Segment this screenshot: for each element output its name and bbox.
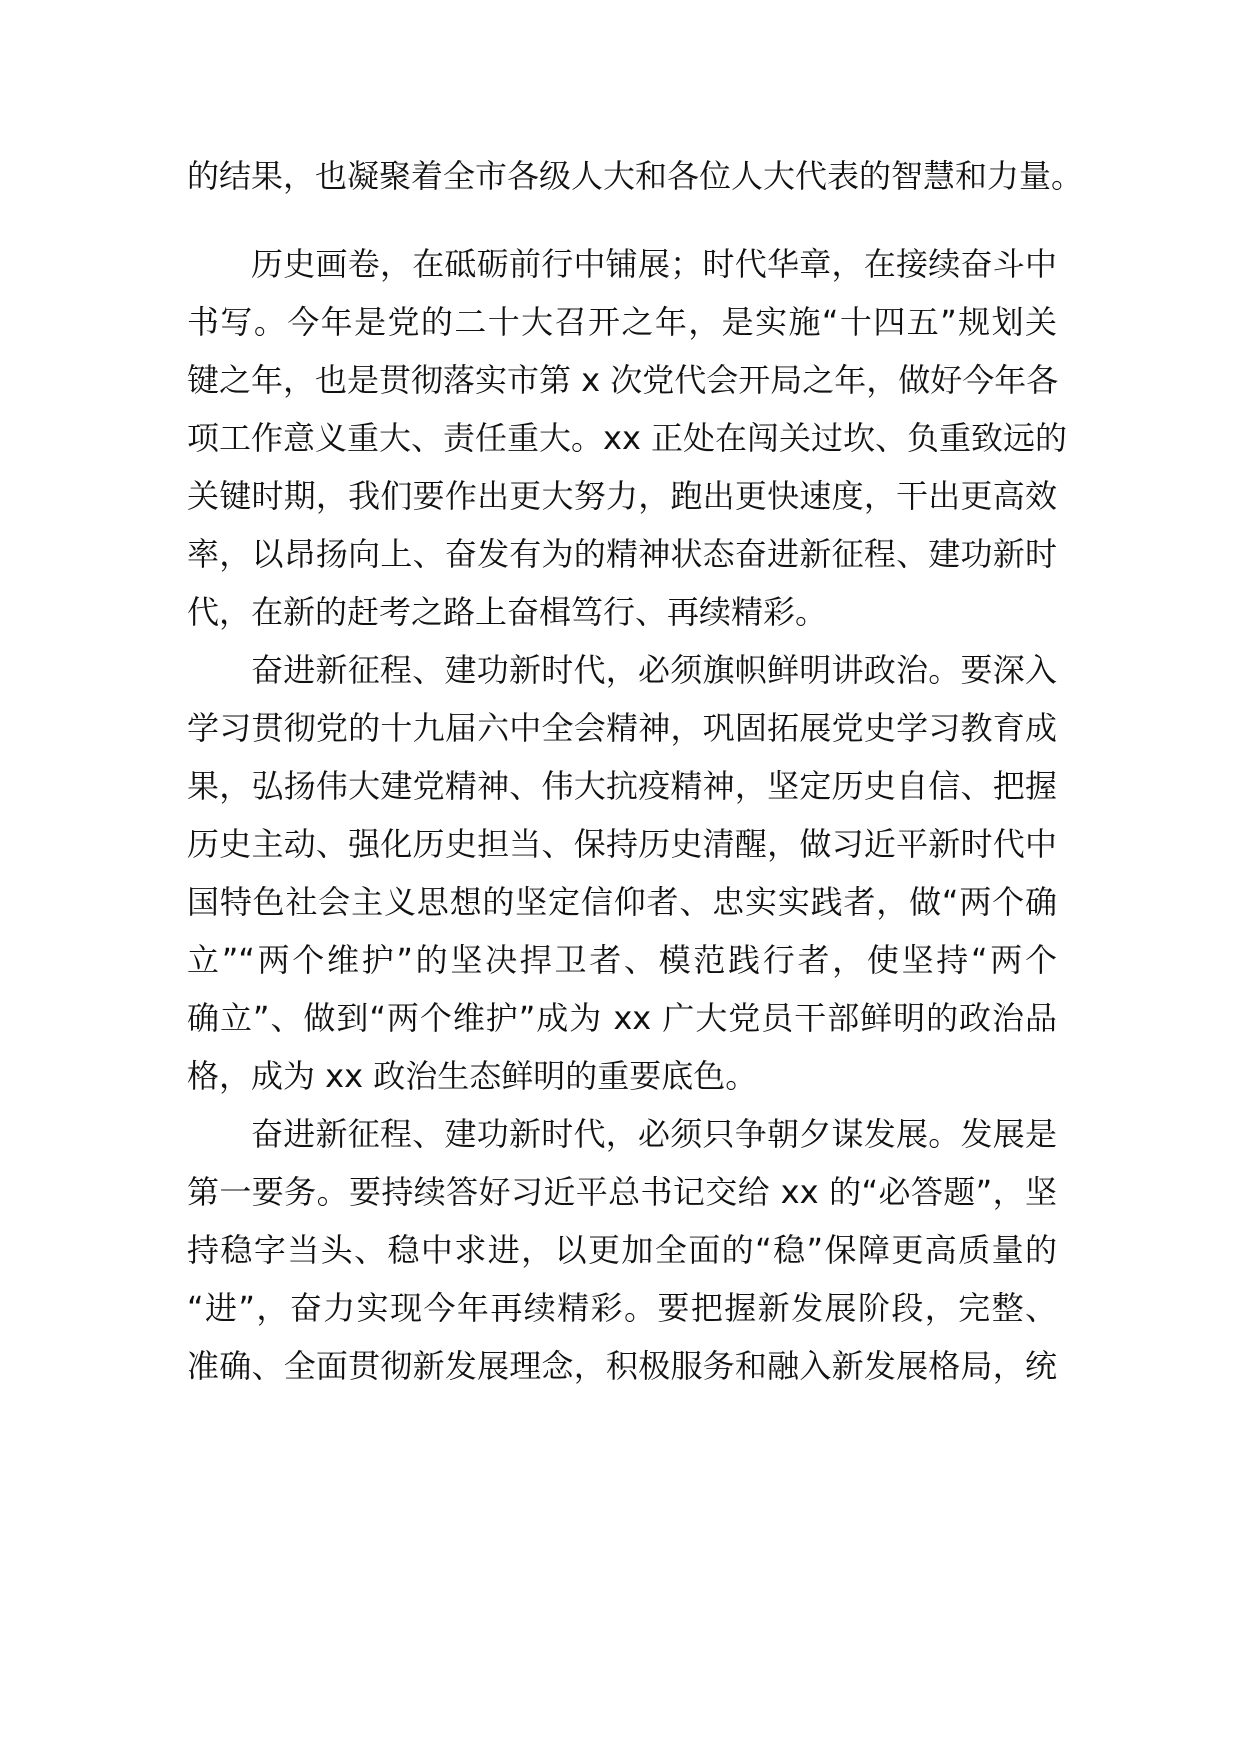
text-line: 率，以昂扬向上、奋发有为的精神状态奋进新征程、建功新时 xyxy=(187,535,1057,573)
text-line: 学习贯彻党的十九届六中全会精神，巩固拓展党史学习教育成 xyxy=(187,709,1057,747)
text-line: 历史主动、强化历史担当、保持历史清醒，做习近平新时代中 xyxy=(187,825,1057,863)
text-line: “进”，奋力实现今年再续精彩。要把握新发展阶段，完整、 xyxy=(187,1289,1057,1327)
text-line: 的结果，也凝聚着全市各级人大和各位人大代表的智慧和力量。 xyxy=(187,157,1084,195)
text-line: 果，弘扬伟大建党精神、伟大抗疫精神，坚定历史自信、把握 xyxy=(187,767,1057,805)
text-line: 奋进新征程、建功新时代，必须旗帜鲜明讲政治。要深入 xyxy=(251,651,1057,689)
text-line: 关键时期，我们要作出更大努力，跑出更快速度，干出更高效 xyxy=(187,477,1057,515)
text-line: 键之年，也是贯彻落实市第 x 次党代会开局之年，做好今年各 xyxy=(187,361,1059,399)
text-line: 持稳字当头、稳中求进，以更加全面的“稳”保障更高质量的 xyxy=(187,1231,1057,1269)
text-line: 历史画卷，在砥砺前行中铺展；时代华章，在接续奋斗中 xyxy=(251,245,1057,283)
text-line: 格，成为 xx 政治生态鲜明的重要底色。 xyxy=(187,1057,758,1095)
text-line: 第一要务。要持续答好习近平总书记交给 xx 的“必答题”，坚 xyxy=(187,1173,1057,1211)
text-line: 确立”、做到“两个维护”成为 xx 广大党员干部鲜明的政治品 xyxy=(187,999,1057,1037)
text-line: 书写。今年是党的二十大召开之年，是实施“十四五”规划关 xyxy=(187,303,1057,341)
text-line: 国特色社会主义思想的坚定信仰者、忠实实践者，做“两个确 xyxy=(187,883,1057,921)
text-line: 代，在新的赶考之路上奋楫笃行、再续精彩。 xyxy=(187,593,828,631)
text-line: 项工作意义重大、责任重大。xx 正处在闯关过坎、负重致远的 xyxy=(187,419,1068,457)
text-line: 立”“两个维护”的坚决捍卫者、模范践行者，使坚持“两个 xyxy=(187,941,1057,979)
text-line: 准确、全面贯彻新发展理念，积极服务和融入新发展格局，统 xyxy=(187,1347,1057,1385)
text-line: 奋进新征程、建功新时代，必须只争朝夕谋发展。发展是 xyxy=(251,1115,1057,1153)
